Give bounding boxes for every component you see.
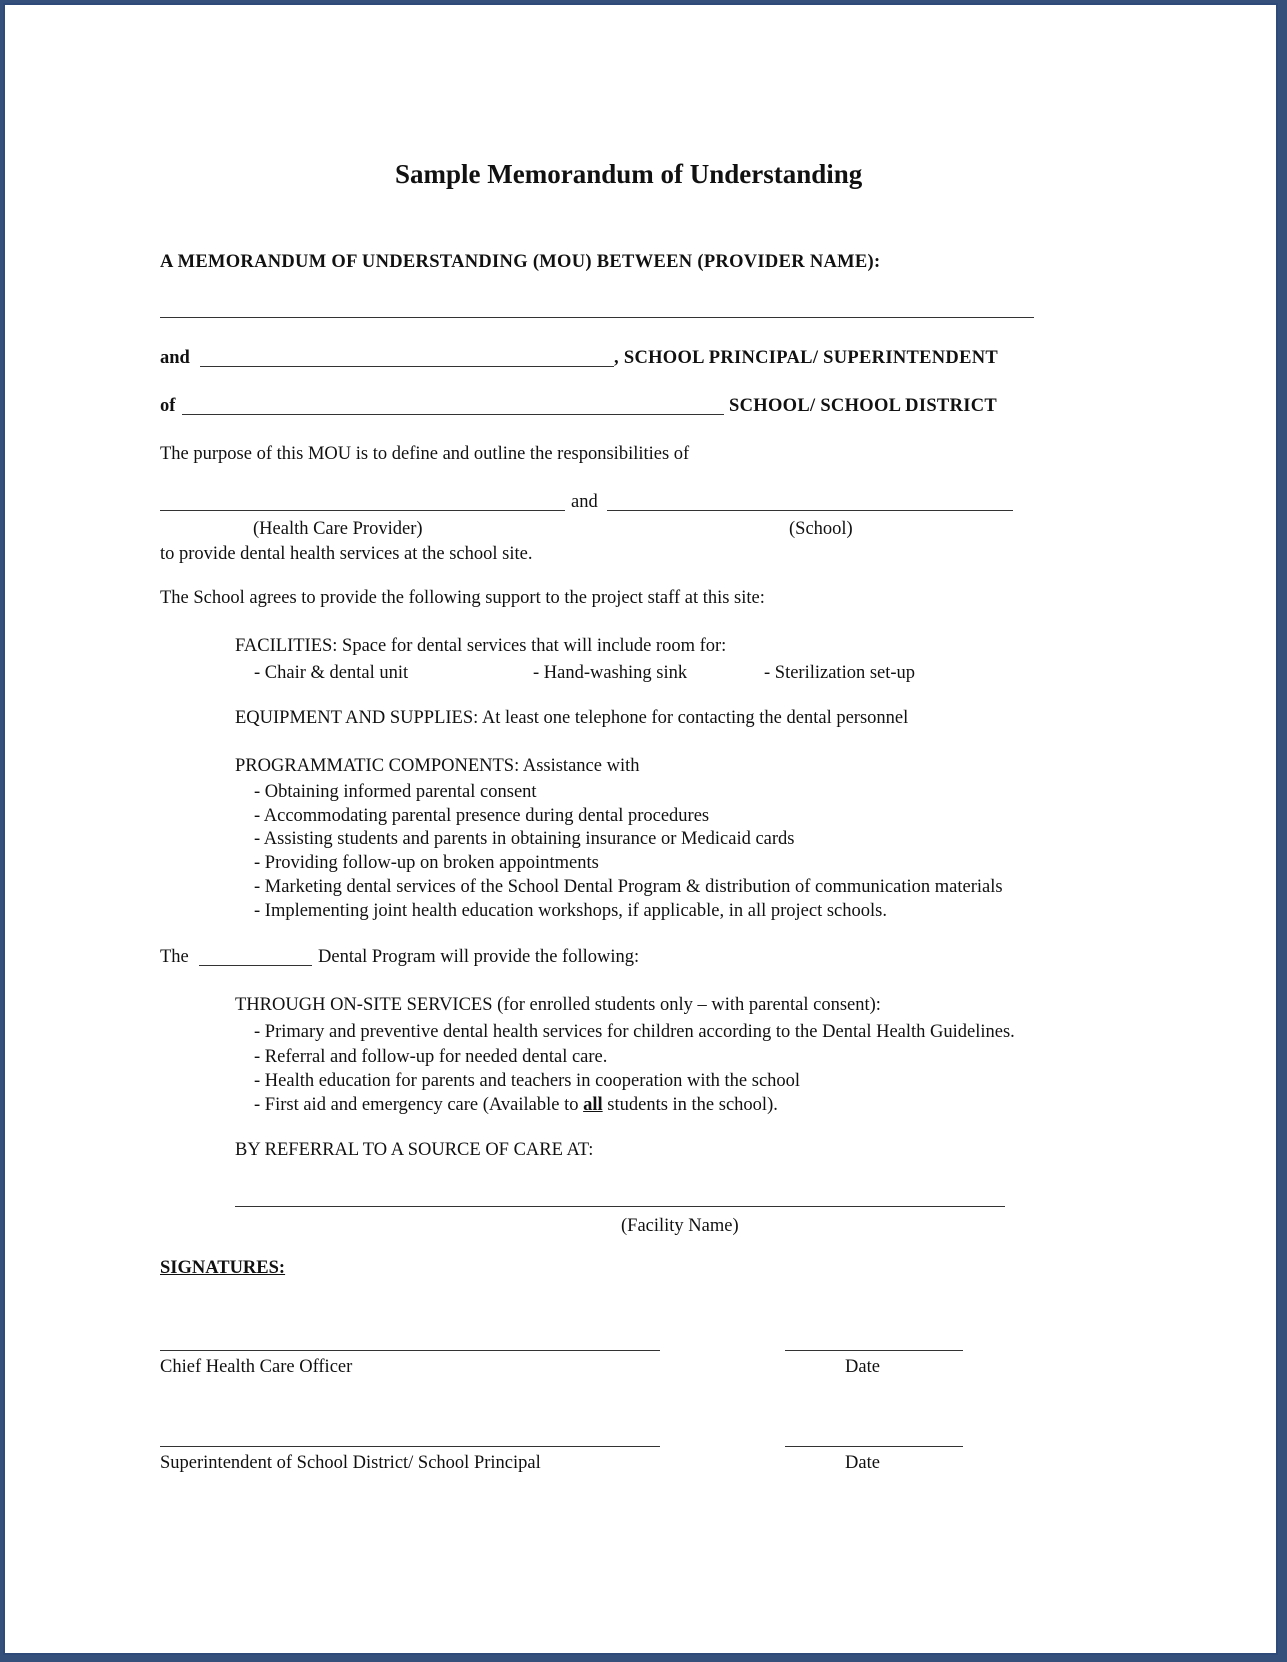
programmatic-item: - Implementing joint health education workshops, if applicable, in all project schools. <box>254 901 887 921</box>
school-agrees: The School agrees to provide the following support to the project staff at this site: <box>160 588 765 608</box>
provider-blank[interactable] <box>160 510 565 511</box>
superintendent-date-label: Date <box>845 1453 880 1473</box>
of-label: of <box>160 396 176 416</box>
referral-heading: BY REFERRAL TO A SOURCE OF CARE AT: <box>235 1140 594 1160</box>
officer-date-label: Date <box>845 1357 880 1377</box>
dental-program-post: Dental Program will provide the following: <box>318 947 640 967</box>
header-line: A MEMORANDUM OF UNDERSTANDING (MOU) BETWEEN (PROVIDER NAME): <box>160 252 881 272</box>
facility-caption: (Facility Name) <box>621 1216 739 1236</box>
onsite-item: - Referral and follow-up for needed dental care. <box>254 1047 608 1067</box>
officer-signature-line[interactable] <box>160 1350 660 1351</box>
superintendent-signature-line[interactable] <box>160 1446 660 1447</box>
dental-program-blank[interactable] <box>199 965 312 966</box>
first-aid-pre: - First aid and emergency care (Available to <box>254 1095 579 1115</box>
programmatic-item: - Assisting students and parents in obtaining insurance or Medicaid cards <box>254 829 795 849</box>
and-mid: and <box>571 492 598 512</box>
facilities-item: - Chair & dental unit <box>254 663 409 683</box>
equipment-line: EQUIPMENT AND SUPPLIES: At least one telephone for contacting the dental personnel <box>235 708 909 728</box>
district-label: SCHOOL/ SCHOOL DISTRICT <box>729 396 998 416</box>
first-aid-emphasis: all <box>583 1095 603 1115</box>
programmatic-item: - Providing follow-up on broken appointments <box>254 853 599 873</box>
programmatic-item: - Marketing dental services of the School Dental Program & distribution of communication materials <box>254 877 1003 897</box>
page-title: Sample Memorandum of Understanding <box>395 159 863 189</box>
document-page <box>5 5 1280 1657</box>
document-frame <box>3 3 1278 1655</box>
provider-name-blank[interactable] <box>160 317 1034 318</box>
purpose-end: to provide dental health services at the school site. <box>160 544 533 564</box>
officer-date-line[interactable] <box>785 1350 963 1351</box>
first-aid-post: students in the school). <box>607 1095 778 1115</box>
facilities-item: - Sterilization set-up <box>764 663 916 683</box>
school-caption: (School) <box>789 519 853 539</box>
officer-label: Chief Health Care Officer <box>160 1357 353 1377</box>
superintendent-date-line[interactable] <box>785 1446 963 1447</box>
signatures-heading: SIGNATURES: <box>160 1258 286 1278</box>
purpose-text: The purpose of this MOU is to define and outline the responsibilities of <box>160 444 690 464</box>
programmatic-item: - Accommodating parental presence during dental procedures <box>254 806 710 826</box>
onsite-first-aid <box>254 1094 778 1116</box>
superintendent-label: Superintendent of School District/ School Principal <box>160 1453 541 1473</box>
programmatic-heading: PROGRAMMATIC COMPONENTS: Assistance with <box>235 756 640 776</box>
provider-caption: (Health Care Provider) <box>253 519 423 539</box>
facilities-item: - Hand-washing sink <box>533 663 688 683</box>
principal-label: , SCHOOL PRINCIPAL/ SUPERINTENDENT <box>614 348 999 368</box>
and-label: and <box>160 348 190 368</box>
programmatic-item: - Obtaining informed parental consent <box>254 782 537 802</box>
principal-name-blank[interactable] <box>200 366 614 367</box>
onsite-heading: THROUGH ON-SITE SERVICES (for enrolled students only – with parental consent): <box>235 995 881 1015</box>
school-name-blank[interactable] <box>182 414 724 415</box>
school-blank[interactable] <box>607 510 1013 511</box>
onsite-item: - Health education for parents and teachers in cooperation with the school <box>254 1071 801 1091</box>
facility-name-blank[interactable] <box>235 1206 1005 1207</box>
dental-program-pre: The <box>160 947 189 967</box>
facilities-heading: FACILITIES: Space for dental services that will include room for: <box>235 636 727 656</box>
onsite-item: - Primary and preventive dental health services for children according to the Dental Health Guidelines. <box>254 1022 1015 1042</box>
